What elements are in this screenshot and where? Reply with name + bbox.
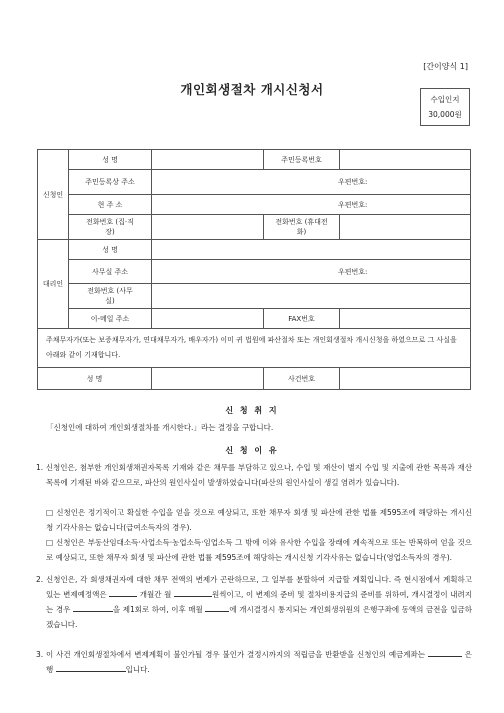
fax-field[interactable] [340, 309, 471, 329]
reasons-heading: 신 청 이 유 [225, 446, 279, 455]
reason-3 [36, 647, 472, 677]
applicant-name-label: 성 명 [69, 150, 152, 170]
notice-name-label: 성 명 [38, 368, 152, 390]
mobile-phone-label: 전화번호 (휴대전화) [264, 215, 340, 240]
applicant-section-label: 신청인 [38, 150, 69, 240]
postal-code-label: 우편번호: [338, 178, 368, 186]
form-number: [간이양식 1] [423, 62, 468, 71]
office-phone-field[interactable] [152, 284, 471, 309]
postal-code-label: 우편번호: [338, 200, 368, 209]
postal-code-label: 우편번호: [338, 267, 368, 276]
notice-name-field[interactable] [152, 368, 264, 390]
reason-3-part-a: 3. 이 사건 개인회생절차에서 변제계획이 불인가될 경우 불인가 결정시까지의 적립금을 반환받을 신청인의 예금계좌는 [36, 650, 426, 659]
office-phone-label: 전화번호 (사무실) [69, 284, 152, 309]
reason-1: 1. 신청인은, 첨부한 개인회생채권자목록 기재와 같은 채무를 부담하고 있으나, 수입 및 재산이 별지 수입 및 지출에 관한 목록과 재산목록에 기재된 바와 같으므로, 파산의 원인사실이 발생하였습니다(파산의 원인사실이 생길 염려가 있습니다). [36, 463, 472, 487]
reason-2-part-a: 2. 신청인은, 각 회생채권자에 대한 채무 전액의 변제가 곤란하므로, 그 일부를 분할하여 지급할 계획입니다. 즉 현시점에서 계획하고 있는 변제예정액은 [36, 575, 472, 599]
reason-1-business-option: □ 신청인은 부동산임대소득·사업소득·농업소득·임업소득 그 밖에 이와 유사한 수입을 장래에 계속적으로 또는 반복하여 얻을 것으로 예상되고, 또한 채무자 회생 및 파산에 관한 법률 제595조에 해당하는 개시신청 기각사유는 없습니다(영업소득자의 경우). [46, 538, 472, 562]
applicant-name-field[interactable] [152, 150, 264, 170]
reason-3-part-c: 입니다. [125, 665, 150, 674]
agent-section-label: 대리인 [38, 240, 69, 329]
registered-address-field[interactable] [152, 170, 471, 195]
email-field[interactable] [152, 309, 264, 329]
page-title: 개인회생절차 개시신청서 [180, 82, 324, 97]
prior-filing-notice: 주채무자가(또는 보증채무자가, 연대채무자가, 배우자가) 이미 귀 법원에 파산절차 또는 개인회생절차 개시신청을 하였으므로 그 사실을 아래와 같이 기재합니다. [38, 329, 471, 368]
mobile-phone-field[interactable] [340, 215, 471, 240]
monthly-amount-blank[interactable] [174, 587, 212, 597]
case-no-field[interactable] [340, 368, 471, 390]
reason-2 [36, 572, 472, 632]
first-payment-blank[interactable] [73, 602, 113, 612]
resident-no-field[interactable] [340, 150, 471, 170]
months-blank[interactable] [109, 587, 137, 597]
agent-name-label: 성 명 [69, 240, 152, 260]
office-address-label: 사무실 주소 [69, 260, 152, 284]
stamp-amount: 30,000원 [428, 110, 462, 119]
reason-2-part-d: 을 제1회로 하여, 이후 매월 [112, 605, 203, 614]
home-phone-field[interactable] [152, 215, 264, 240]
current-address-field[interactable] [152, 195, 471, 215]
current-address-label: 현 주 소 [69, 195, 152, 215]
revenue-stamp-box [420, 88, 470, 126]
registered-address-label: 주민등록상 주소 [69, 170, 152, 195]
account-number-blank[interactable] [56, 662, 126, 672]
reason-2-part-e: 에 개시결정시 통지되는 개인회생위원의 은행구좌에 동액의 금전을 입금하겠습니다. [46, 605, 472, 629]
home-phone-label: 전화번호 (집·직장) [69, 215, 152, 240]
reason-1-wage-option: □ 신청인은 정기적이고 확실한 수입을 얻을 것으로 예상되고, 또한 채무자 회생 및 파산에 관한 법률 제595조에 해당하는 개시신청 기각사유는 없습니다(급여소득자의 경우). [46, 508, 472, 532]
payment-day-blank[interactable] [205, 602, 229, 612]
bank-name-blank[interactable] [428, 647, 462, 657]
reason-2-part-c: 원씩이고, 이 변제의 준비 및 절차비용지급의 준비를 위하여, 개시결정이 내려지는 경우 [46, 590, 473, 614]
office-address-field[interactable] [152, 260, 471, 284]
applicant-form-table [37, 149, 471, 390]
agent-name-field[interactable] [152, 240, 471, 260]
email-label: 이-메일 주소 [69, 309, 152, 329]
stamp-label: 수입인지 [430, 95, 460, 104]
purpose-heading: 신 청 취 지 [225, 406, 279, 415]
purpose-text: 「신청인에 대하여 개인회생절차를 개시한다.」라는 결정을 구합니다. [46, 423, 274, 432]
fax-label: FAX번호 [264, 309, 340, 329]
reason-2-part-b: 개월간 월 [139, 590, 172, 599]
case-no-label: 사건번호 [264, 368, 340, 390]
resident-no-label: 주민등록번호 [264, 150, 340, 170]
reason-3-part-b: 은행 [46, 650, 473, 674]
